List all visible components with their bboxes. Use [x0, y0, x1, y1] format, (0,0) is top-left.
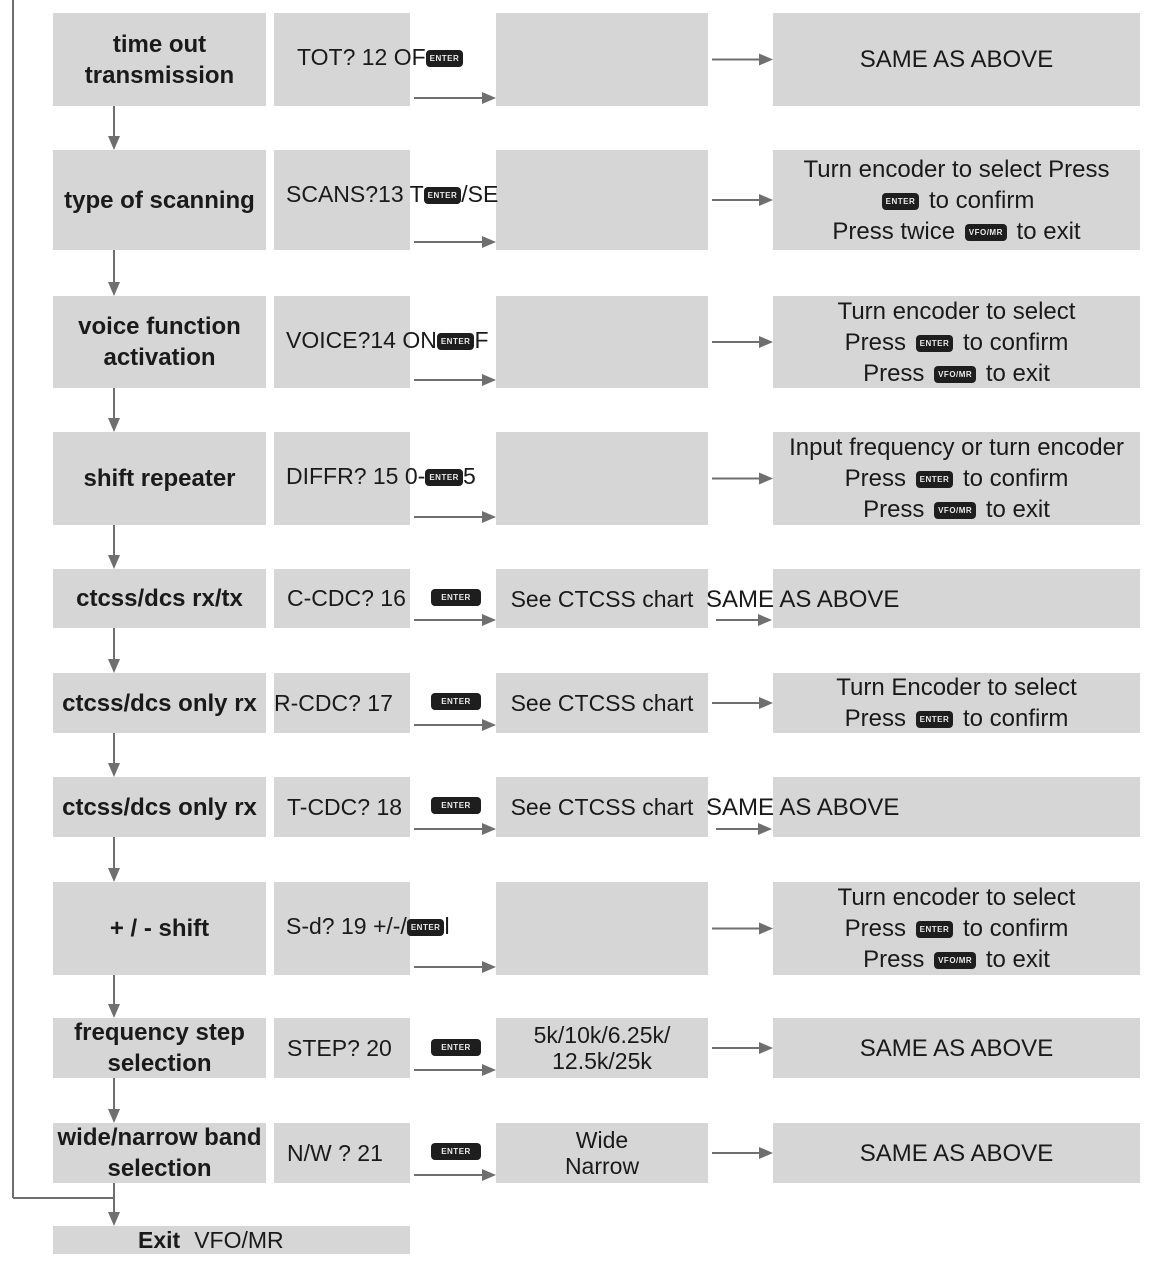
result-box: [773, 673, 1140, 733]
function-box: [53, 1018, 266, 1078]
command-text: [286, 325, 489, 355]
result-line: [838, 913, 1076, 944]
option-label: Narrow: [564, 1153, 640, 1179]
result-text: Press: [863, 496, 932, 523]
command-box: [274, 569, 410, 628]
result-line: [804, 185, 1110, 216]
result-text: Press twice: [832, 217, 962, 245]
vfo-mr-key-icon: VFO/MR: [934, 952, 976, 969]
function-label: ctcss/dcs only rx: [62, 689, 257, 717]
function-box: [53, 1123, 266, 1183]
option-label: See CTCSS chart: [510, 585, 694, 612]
result-box: [773, 13, 1140, 106]
vfo-mr-key-icon: VFO/MR: [934, 366, 976, 383]
option-box: [496, 673, 708, 733]
vfo-mr-key-icon: VFO/MR: [965, 224, 1007, 241]
result-box: [773, 1018, 1140, 1078]
enter-key-icon: ENTER: [437, 333, 475, 350]
result-label: SAME AS ABOVE: [706, 794, 900, 821]
result-box: [773, 1123, 1140, 1183]
result-text: to exit: [979, 496, 1050, 523]
function-label: selection: [107, 1050, 212, 1077]
result-text: to exit: [979, 359, 1050, 387]
option-box: [496, 1018, 708, 1078]
result-line: [789, 494, 1124, 525]
result-line: Turn encoder to select: [837, 884, 1076, 911]
result-text: Press: [863, 946, 932, 973]
function-box: [53, 777, 266, 837]
enter-key-icon: ENTER: [916, 921, 954, 938]
result-line: [789, 463, 1124, 494]
command-label: SCANS?13 T: [286, 181, 424, 207]
function-label: voice function: [78, 313, 241, 340]
function-label: shift repeater: [83, 465, 236, 492]
option-box: [496, 569, 708, 628]
command-label: S-d? 19 +/-/: [286, 913, 407, 939]
function-box: [53, 432, 266, 525]
option-label: 12.5k/25k: [552, 1048, 652, 1074]
result-line: [838, 358, 1076, 389]
command-label: STEP? 20: [287, 1034, 392, 1061]
result-text: to confirm: [922, 186, 1035, 214]
result-text: [706, 793, 899, 823]
enter-key-icon: ENTER: [431, 1039, 481, 1056]
vfo-mr-key-icon: VFO/MR: [934, 502, 976, 519]
command-text: [297, 42, 463, 72]
command-label: R-CDC? 17: [274, 689, 393, 716]
function-label: ctcss/dcs only rx: [62, 793, 257, 821]
result-line: SAME AS ABOVE: [859, 1034, 1054, 1062]
result-line: Turn encoder to select: [837, 297, 1076, 325]
enter-key-icon: ENTER: [916, 335, 954, 352]
command-label: VOICE?14 ON: [286, 327, 437, 353]
command-label: TOT? 12 OF: [297, 44, 426, 70]
result-text: Press: [844, 465, 913, 492]
command-tail: l: [444, 913, 450, 939]
result-box: [773, 150, 1140, 250]
enter-key-icon: ENTER: [882, 193, 920, 210]
function-label: ctcss/dcs rx/tx: [76, 585, 243, 612]
function-label: wide/narrow band: [57, 1124, 262, 1151]
result-text: to exit: [1009, 217, 1081, 245]
function-box: [53, 150, 266, 250]
enter-key-icon: ENTER: [431, 797, 481, 814]
result-text: to confirm: [956, 328, 1069, 356]
result-line: [838, 944, 1076, 975]
function-label: activation: [103, 344, 216, 371]
command-label: C-CDC? 16: [287, 585, 406, 611]
result-text: [706, 585, 899, 615]
enter-key-icon: ENTER: [431, 1143, 481, 1160]
command-tail: /SE: [461, 181, 499, 207]
command-text: [286, 179, 498, 209]
function-label: time out: [112, 30, 207, 58]
result-box: [773, 432, 1140, 525]
result-text: Press: [844, 705, 913, 732]
function-box: [53, 673, 266, 733]
function-box: [53, 882, 266, 975]
result-line: Turn encoder to select Press: [803, 155, 1110, 183]
option-box: [496, 432, 708, 525]
result-line: [804, 216, 1110, 247]
result-line: [836, 703, 1077, 734]
option-box: [496, 1123, 708, 1183]
result-text: to exit: [979, 946, 1050, 973]
result-box: [773, 882, 1140, 975]
function-label: transmission: [84, 61, 235, 89]
command-box: [274, 673, 410, 733]
enter-key-icon: ENTER: [916, 711, 954, 728]
command-label: DIFFR? 15 0-: [286, 463, 426, 489]
command-tail: 5: [462, 463, 476, 489]
enter-key-icon: ENTER: [425, 469, 463, 486]
function-label: selection: [107, 1155, 212, 1182]
option-label: Wide: [575, 1127, 629, 1153]
result-text: Press: [863, 359, 932, 387]
function-label: frequency step: [74, 1019, 245, 1046]
option-label: See CTCSS chart: [510, 690, 694, 716]
result-label: SAME AS ABOVE: [706, 586, 900, 613]
option-label: 5k/10k/6.25k/: [533, 1022, 671, 1048]
command-box: [274, 1018, 410, 1078]
command-text: [286, 911, 450, 941]
result-line: SAME AS ABOVE: [859, 46, 1054, 73]
result-box: [773, 296, 1140, 388]
result-text: to confirm: [956, 465, 1069, 492]
option-label: See CTCSS chart: [510, 794, 694, 820]
command-box: [274, 1123, 410, 1183]
enter-key-icon: ENTER: [426, 50, 464, 67]
option-box: [496, 777, 708, 837]
exit-key: VFO/MR: [194, 1227, 284, 1253]
option-box: [496, 296, 708, 388]
result-text: Press: [844, 328, 913, 356]
result-line: [838, 327, 1076, 358]
enter-key-icon: ENTER: [431, 589, 481, 606]
result-text: Press: [844, 915, 913, 942]
function-box: [53, 13, 266, 106]
command-tail: F: [474, 327, 489, 353]
result-text: to confirm: [956, 705, 1069, 732]
result-line: Input frequency or turn encoder: [789, 434, 1124, 461]
function-box: [53, 296, 266, 388]
option-box: [496, 150, 708, 250]
enter-key-icon: ENTER: [916, 471, 954, 488]
option-box: [496, 13, 708, 106]
enter-key-icon: ENTER: [431, 693, 481, 710]
exit-box: [53, 1226, 410, 1254]
command-label: N/W ? 21: [287, 1139, 383, 1166]
enter-key-icon: ENTER: [424, 187, 462, 204]
function-label: + / - shift: [109, 915, 210, 942]
command-box: [274, 777, 410, 837]
option-box: [496, 882, 708, 975]
function-box: [53, 569, 266, 628]
command-text: [286, 461, 476, 491]
result-line: Turn Encoder to select: [836, 674, 1077, 701]
function-label: type of scanning: [64, 186, 255, 214]
command-label: T-CDC? 18: [287, 793, 403, 820]
result-text: to confirm: [956, 915, 1069, 942]
exit-label: Exit: [138, 1227, 181, 1253]
enter-key-icon: ENTER: [407, 919, 445, 936]
result-line: SAME AS ABOVE: [859, 1139, 1054, 1167]
